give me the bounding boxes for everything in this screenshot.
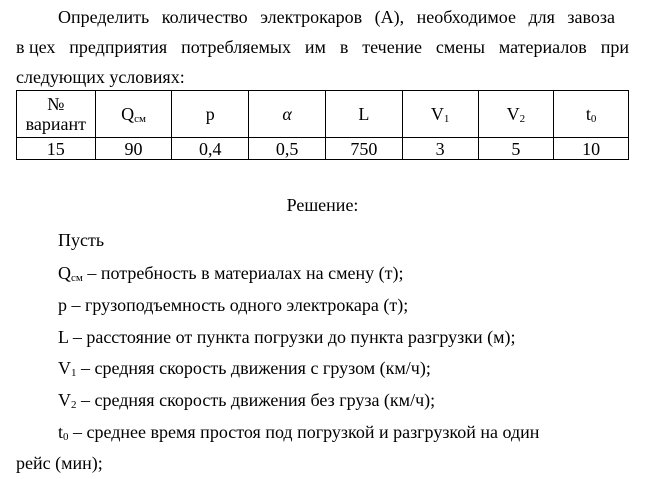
definition-symbol: L <box>58 327 69 347</box>
word: им <box>304 37 326 57</box>
definition-text: – средняя скорость движения с грузом (км/ч); <box>76 358 431 378</box>
header-label: L <box>358 104 370 124</box>
word: завоза <box>567 7 615 27</box>
header-label: p <box>205 104 215 124</box>
header-v1 <box>402 91 478 138</box>
intro-line-3: следующих условиях: <box>16 67 185 87</box>
word: количество <box>161 7 248 27</box>
definition-v1 <box>58 357 431 379</box>
header-label: α <box>282 104 292 124</box>
header-l <box>325 91 402 138</box>
table-cell: 750 <box>325 138 402 160</box>
definition-text: – среднее время простоя под погрузкой и разгрузкой на один <box>68 422 540 442</box>
definition-text: – грузоподъемность одного электрокара (т); <box>67 295 409 315</box>
word: потребляемых <box>181 37 291 57</box>
definition-symbol: V <box>58 358 71 378</box>
table-cell: 0,5 <box>249 138 326 160</box>
solution-title: Решение: <box>286 195 359 215</box>
header-label: вариант <box>25 114 86 134</box>
header-qsm <box>95 91 172 138</box>
header-label: Q <box>121 104 135 124</box>
word: в <box>339 37 349 57</box>
header-t0 <box>554 91 629 138</box>
definition-text: – расстояние от пункта погрузки до пункта разгрузки (м); <box>68 327 516 347</box>
header-subscript: 1 <box>443 113 450 125</box>
word: течение <box>362 37 422 57</box>
table-cell: 15 <box>17 138 96 160</box>
header-subscript: 0 <box>590 113 597 125</box>
word: Определить <box>58 7 150 27</box>
word: смены <box>435 37 485 57</box>
header-label: V <box>506 104 520 124</box>
word: при <box>600 37 629 57</box>
definition-l <box>58 326 515 348</box>
header-label: t <box>585 104 591 124</box>
definition-subscript: 2 <box>71 399 77 411</box>
header-v2 <box>478 91 554 138</box>
table-row <box>17 138 629 160</box>
table-cell: 3 <box>402 138 478 160</box>
word: электрокаров <box>260 7 363 27</box>
intro-line-1 <box>58 6 615 28</box>
solution-let: Пусть <box>58 230 105 250</box>
definition-symbol: V <box>58 390 71 410</box>
header-variant <box>17 91 96 138</box>
definition-symbol: p <box>58 295 67 315</box>
header-p <box>172 91 249 138</box>
definition-symbol: t <box>58 422 64 442</box>
definition-subscript: 0 <box>63 431 69 443</box>
header-alpha <box>249 91 326 138</box>
word: предприятия <box>69 37 168 57</box>
header-label: № <box>47 94 65 114</box>
table-cell: 10 <box>554 138 629 160</box>
definition-text: – средняя скорость движения без груза (км/ч); <box>76 390 436 410</box>
definition-t0-continued: рейс (мин); <box>16 453 103 473</box>
table-cell: 0,4 <box>172 138 249 160</box>
definition-p <box>58 294 408 316</box>
word: в цех <box>16 37 56 57</box>
word: для <box>528 7 555 27</box>
table-header-row <box>17 91 629 138</box>
definition-v2 <box>58 389 435 411</box>
definition-qsm <box>58 262 404 284</box>
definition-text: – потребность в материалах на смену (т); <box>82 263 404 283</box>
parameters-table <box>16 90 629 160</box>
header-label: V <box>430 104 444 124</box>
definition-subscript: 1 <box>71 367 77 379</box>
header-subscript: 2 <box>519 113 526 125</box>
intro-line-2 <box>16 36 629 58</box>
word: необходимое <box>416 7 516 27</box>
header-subscript: см <box>134 113 146 125</box>
definition-t0 <box>58 421 539 443</box>
definition-subscript: см <box>71 272 83 284</box>
word: (А), <box>374 7 405 27</box>
table-cell: 90 <box>95 138 172 160</box>
word: материалов <box>498 37 587 57</box>
table-cell: 5 <box>478 138 554 160</box>
definition-symbol: Q <box>58 263 71 283</box>
